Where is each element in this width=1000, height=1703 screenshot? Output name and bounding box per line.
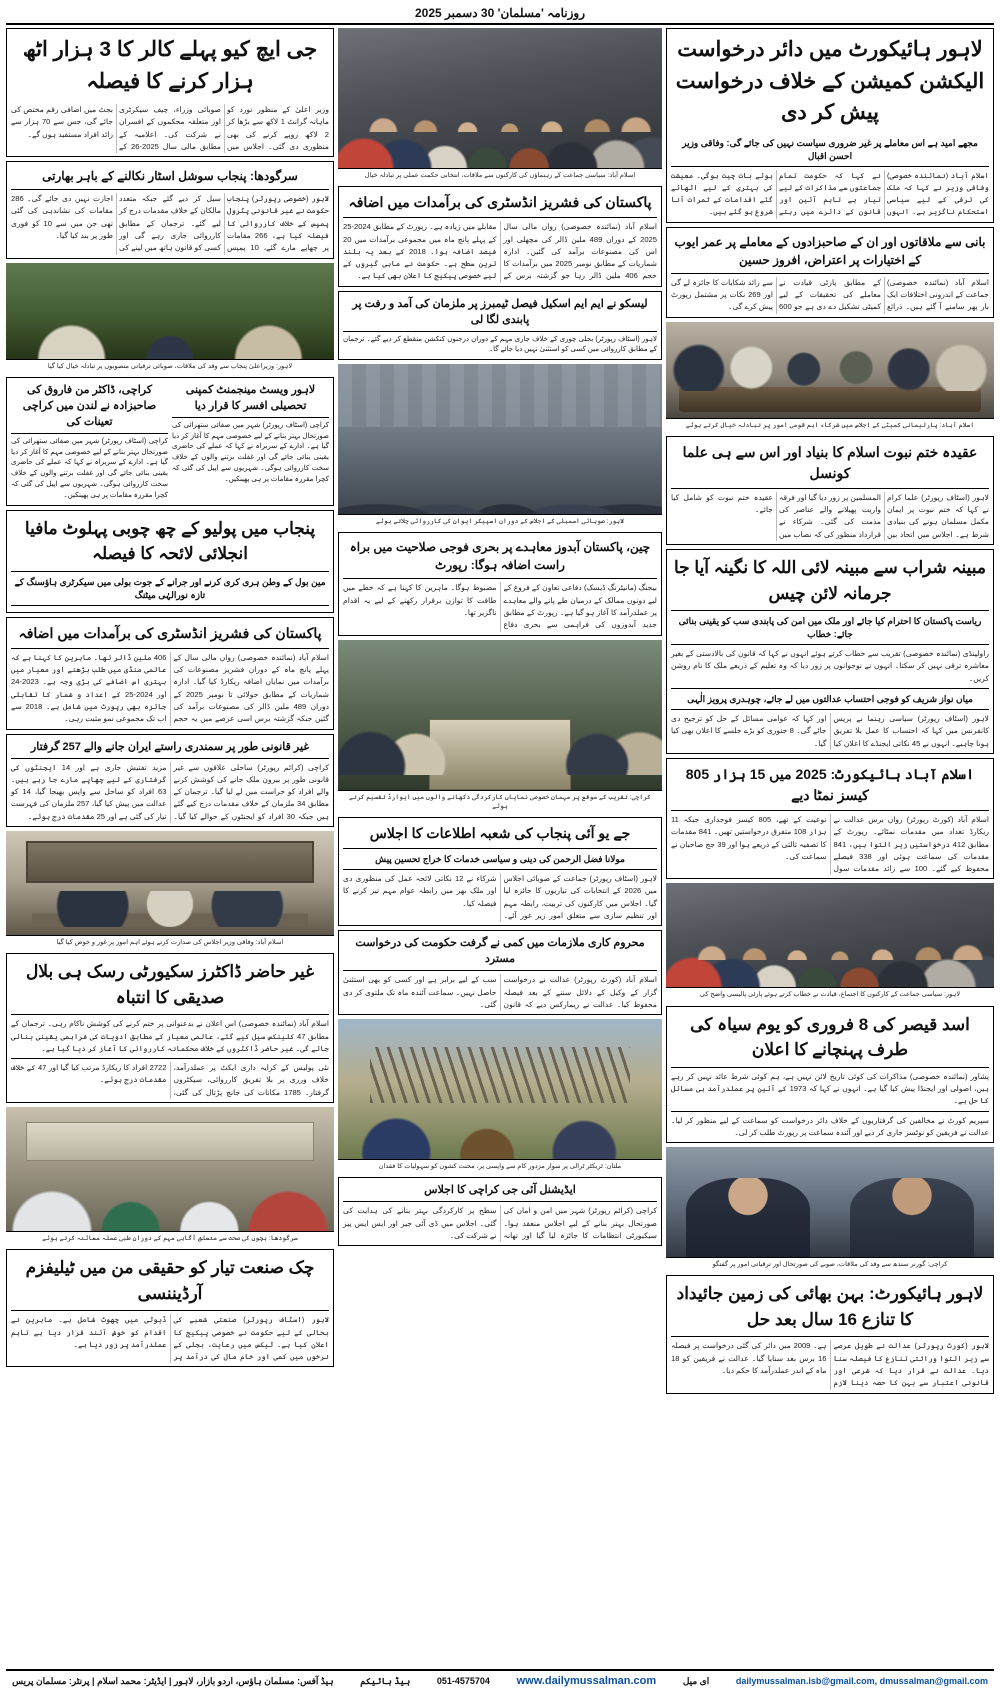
- left-mid-body-1-extra: کراچی (اسٹاف رپورٹر) شہر میں صفائی ستھرائی کی صورتحال بہتر بنانے کے لیے خصوصی مہم کا آغاز کر دیا گیا ہے۔ ادارے کے سربراہ نے کہا کہ عملے کی حاضری یقینی بنائی جائے گی اور غفلت برتنے والوں کے خلاف سخت کارروائی ہوگی۔ شہریوں سے اپیل کی گئی کہ کچرا مقررہ مقامات پر ہی پھینکیں۔: [11, 437, 168, 499]
- left-body-3: اسلام آباد (نمائندہ خصوصی) رواں مالی سال کے پہلے پانچ ماہ کے دوران فشریز مصنوعات کی برآمدات میں نمایاں اضافہ ریکارڈ کیا گیا۔ ادارہ شماریات کے مطابق جولائی تا نومبر 2025 کے دوران 489 ملین ڈالر کی مصنوعات برآمد کی گئیں جبکہ گزشتہ برس اسی عرصے میں یہ حجم 406 ملین ڈالر تھا۔ ماہرین کا کہنا ہے کہ عالمی منڈی میں طلب بڑھنے اور معیار میں بہتری اس اضافے کی بڑی وجہ ہے۔ 2023-24 اور 2024-25 کے اعداد و شمار کا تقابلی جائزہ بھی رپورٹ میں شامل ہے۔ 2018 سے اب تک مجموعی نمو مثبت رہی۔: [11, 652, 330, 724]
- right-head-6: لاہور ہائیکورٹ: بہن بھائی کی زمین جائیداد کا تنازع 16 سال بعد حل: [671, 1279, 989, 1337]
- right-lead-subhead: مجھے امید ہے اس معاملے پر غیر ضروری سیاست نہیں کی جائے گی: وفاقی وزیر احسن اقبال: [671, 136, 989, 167]
- mid-photo-top: [338, 28, 662, 182]
- footer-phone: 051-4575704: [436, 1676, 490, 1686]
- right-photo-1: [666, 322, 994, 432]
- right-story-3: [666, 436, 994, 545]
- left-lead-body: وزیر اعلیٰ کے منظور نورد کو ماہانہ گرانٹ 1 لاکھ سے بڑھا کر 2 لاکھ روپے کرنے کی بھی منظوری دی گئی۔ اجلاس میں صوبائی وزراء، چیف سیکرٹری اور متعلقہ محکموں کے افسران نے شرکت کی۔ اعلامیہ کے مطابق مالی سال 2025-26 کے بجٹ میں اضافی رقم مختص کی جائے گی، جس سے 70 ہزار سے زائد افراد مستفید ہوں گے۔: [11, 105, 329, 151]
- mid-head-5: ایڈیشنل آئی جی کراچی کا اجلاس: [343, 1181, 657, 1202]
- right-body-5b: سپریم کورٹ نے مخالفین کی گرفتاریوں کے خلاف دائر درخواست کو سماعت کے لیے منظور کر لیا۔ عدالت نے فریقین کو نوٹسز جاری کر دیے اور آئندہ سماعت پر رپورٹ طلب کر لی۔: [671, 1115, 989, 1137]
- mid-head-1: پاکستان کی فشریز انڈسٹری کی برآمدات میں اضافہ: [343, 190, 657, 218]
- mid-photo-3-caption: کراچی: تقریب کے موقع پر مہمان خصوصی نمایاں کارکردگی دکھانے والوں میں ایوارڈ تقسیم کرتے ہوئے: [338, 790, 662, 813]
- footer-phone-label: ہیڈ ہائیکم: [360, 1675, 411, 1686]
- mid-body-2: بیجنگ (مانیٹرنگ ڈیسک) دفاعی تعاون کے فروغ کے لیے دونوں ممالک کے درمیان طے پانے والے معاہدے پر عملدرآمد کا آغاز ہو گیا ہے۔ رپورٹ کے مطابق جدید آبدوزوں کی فراہمی سے بحری دفاع مضبوط ہوگا۔ ماہرین کا کہنا ہے کہ خطے میں طاقت کا توازن برقرار رکھنے کے لیے یہ اقدام ناگزیر تھا۔: [343, 583, 657, 630]
- left-photo-4: [6, 1107, 334, 1245]
- mid-strip-story: [338, 291, 662, 361]
- mid-photo-5: [338, 1019, 662, 1173]
- mid-photo-2: [338, 364, 662, 528]
- left-subbody-1: لاہور (خصوصی رپورٹر) پنجاب حکومت نے غیر قانونی پٹرول پمپس کے خلاف کارروائی کا فیصلہ کیا ہے، 266 مقامات پر چھاپے مارے گئے، 10 پمپس سیل کر دیے گئے جبکہ متعدد مالکان کے خلاف مقدمات درج کر لیے گئے۔ ترجمان کے مطابق کارروائی جاری رہے گی اور کسی کو قانون ہاتھ میں لینے کی اجازت نہیں دی جائے گی۔ 286 مقامات کی نشاندہی کی گئی تھی جن میں سے 10 کو فوری طور پر بند کیا گیا۔: [11, 194, 329, 253]
- column-left: [6, 28, 334, 1664]
- right-body-5: پشاور (نمائندہ خصوصی) مذاکرات کی کوئی تاریخ لائن نہیں ہے، ہم کوئی شرط عائد نہیں کر رہے ہیں، اصولی اور ایجنڈا پیش کیا گیا ہے۔ انہوں نے کہا کہ 1973 کے آئین پر عملدرآمد ہی مسائل کا حل ہے۔: [671, 1071, 989, 1106]
- right-body-4: اسلام آباد (کورٹ رپورٹر) رواں برس عدالت نے ریکارڈ تعداد میں مقدمات نمٹائے۔ رپورٹ کے مطابق 412 درخواستیں زیر التوا ہیں، 841 مقدمات کی سماعت ہوئی اور 338 فیصلے محفوظ کیے گئے۔ 100 سے زائد مقدمات سول نوعیت کے تھے، 805 کیسز فوجداری جبکہ 11 ہزار 108 متفرق درخواستیں تھیں۔ 841 مقدمات کا تصفیہ ثالثی کے ذریعے ہوا اور 39 جج صاحبان نے سماعت کی۔: [671, 815, 990, 874]
- left-big-head-2: پنجاب میں پولیو کے چھ چوبی پہلوٹ مافیا انجلائی لائحہ کا فیصلہ: [11, 514, 329, 572]
- mid-photo-3: [338, 640, 662, 813]
- right-photo-3: [666, 1147, 994, 1271]
- left-bottom-body: لاہور (اسٹاف رپورٹر) صنعتی شعبے کی بحالی کے لیے حکومت نے خصوصی پیکیج کا اعلان کیا ہے۔ ٹیکس میں رعایت، بجلی کے نرخوں میں کمی اور خام مال کی درآمد پر ڈیوٹی میں چھوٹ شامل ہے۔ ماہرین نے اقدام کو خوش آئند قرار دیا ہے تاہم عملدرآمد پر زور دیا ہے۔: [11, 1315, 329, 1362]
- left-body-4: کراچی (کرائم رپورٹر) ساحلی علاقوں سے غیر قانونی طور پر بیرون ملک جانے کی کوشش کرنے والے افراد کو حراست میں لے لیا گیا۔ ترجمان کے مطابق 34 ملزمان کے خلاف مقدمات درج کیے گئے ہیں جبکہ 30 افراد کو ایجنٹوں کے حوالے کیا گیا۔ مزید تفتیش جاری ہے اور 14 ایجنٹوں کی گرفتاری کے لیے چھاپے مارے جا رہے ہیں۔ 63 افراد کو ساحل سے واپس بھیجا گیا، 14 کو عدالت میں پیش کیا گیا، 257 ملزمان کی فہرست تیار کی گئی ہے اور 25 مقدمات درج ہوئے۔: [11, 762, 329, 821]
- mid-body-4: اسلام آباد (کورٹ رپورٹر) عدالت نے درخواست گزار کے وکیل کے دلائل سننے کے بعد فیصلہ محفوظ کیا۔ عدالت نے ریمارکس دیے کہ قانون سب کے لیے برابر ہے اور کسی کو بھی استثنیٰ حاصل نہیں۔ سماعت آئندہ ماہ تک ملتوی کر دی گئی۔: [343, 975, 657, 1009]
- right-head-4: اسلام آباد ہائیکورٹ: 2025 میں 15 ہزار 805 کیسز نمٹا دیے: [671, 762, 989, 811]
- right-head-5: اسد قیصر کی 8 فروری کو یوم سیاہ کی طرف پہنچانے کا اعلان: [671, 1010, 989, 1068]
- right-story-5: [666, 758, 994, 879]
- right-story-7: [666, 1275, 994, 1393]
- mid-story-4: [338, 930, 662, 1015]
- left-subhead-1: سرگودھا: پنجاب سوشل اسٹار نکالنے کے باہر بھارتی: [11, 165, 329, 190]
- left-head-5: غیر حاضر ڈاکٹرز سکیورٹی رسک ہی بلال صدیقی کا انتباہ: [11, 957, 329, 1015]
- mid-body-5: کراچی (کرائم رپورٹر) شہر میں امن و امان کی صورتحال بہتر بنانے کے لیے اجلاس منعقد ہوا۔ سیکیورٹی انتظامات کا جائزہ لیا گیا اور تھانہ سطح پر کارکردگی بہتر بنانے کی ہدایت کی گئی۔ اجلاس میں ڈی آئی جیز اور ایس ایس پیز نے شرکت کی۔: [343, 1206, 657, 1240]
- mid-photo-5-caption: ملتان: ٹریکٹر ٹرالی پر سوار مزدور کام سے واپسی پر، محنت کشوں کو سہولیات کا فقدان: [338, 1159, 662, 1173]
- right-subhead-3: ریاست پاکستان کا احترام کیا جائے اور ملک میں امن کی پابندی سب کو یقینی بنائی جائے: خطاب: [671, 614, 989, 645]
- page-footer: [6, 1669, 994, 1687]
- right-lead-body: اسلام آباد (نمائندہ خصوصی) وفاقی وزیر نے کہا کہ ملک کی ترقی کے لیے سیاسی استحکام ناگزیر ہے۔ انہوں نے کہا کہ حکومت تمام جماعتوں سے مذاکرات کے لیے تیار ہے تاہم آئین اور قانون کے دائرے میں رہتے ہوئے بات چیت ہوگی۔ معیشت کی بہتری کے لیے اٹھائے گئے اقدامات کے ثمرات آنا شروع ہو گئے ہیں۔: [671, 170, 989, 217]
- right-lead-headline: لاہور ہائیکورٹ میں دائر درخواست الیکشن کمیشن کے خلاف درخواست پیش کر دی: [675, 38, 985, 124]
- mid-body-3: لاہور (اسٹاف رپورٹر) جماعت کے صوبائی اجلاس میں 2026 کے انتخابات کی تیاریوں کا جائزہ لیا گیا۔ اجلاس میں کارکنوں کی تربیت، رابطہ مہم اور تنظیم سازی سے متعلق امور زیر غور آئے۔ شرکاء نے 12 نکاتی لائحہ عمل کی منظوری دی اور ملک بھر میں رابطہ عوام مہم تیز کرنے کا فیصلہ کیا۔: [343, 874, 658, 921]
- right-photo-1-caption: اسلام آباد: پارلیمانی کمیٹی کے اجلاس میں شرکاء اہم قومی امور پر تبادلہ خیال کرتے ہوئے: [666, 418, 994, 432]
- column-middle: [338, 28, 662, 1664]
- mid-photo-2-caption: لاہور: صوبائی اسمبلی کے اجلاس کے دوران اسپیکر ایوان کی کارروائی چلاتے ہوئے: [338, 514, 662, 528]
- page-grid: [6, 28, 994, 1664]
- left-mid-body-1: کراچی، ڈاکٹر من فاروق کی صاحبزادہ نے لندن میں کراچی تعینات کی: [11, 381, 168, 434]
- mid-subhead-3: مولانا فضل الرحمن کی دینی و سیاسی خدمات کا خراج تحسین پیش: [343, 852, 657, 870]
- mid-story-1: [338, 186, 662, 286]
- left-story-2: [6, 161, 334, 258]
- right-body-3-left: راولپنڈی (نمائندہ خصوصی) تقریب سے خطاب کرتے ہوئے انہوں نے کہا کہ قانون کی بالادستی کے بغیر معاشرہ ترقی نہیں کر سکتا۔ انہوں نے نوجوانوں پر زور دیا کہ وہ تعلیم کے ذریعے ملک کا نام روشن کریں۔: [671, 649, 989, 683]
- masthead-title: روزنامہ 'مسلمان' 30 دسمبر 2025: [6, 4, 994, 25]
- left-photo-3-caption: اسلام آباد: وفاقی وزیر اجلاس کی صدارت کرتے ہوئے اہم امور پر غور و خوض کیا گیا: [6, 935, 334, 949]
- mid-head-2: چین، پاکستان آبدوز معاہدے پر بحری فوجی صلاحیت میں براہ راست اضافہ ہوگا: رپورٹ: [343, 536, 657, 579]
- mid-strip-body: لاہور (اسٹاف رپورٹر) بجلی چوری کے خلاف جاری مہم کے دوران درجنوں کنکشن منقطع کر دیے گئے۔ ترجمان کے مطابق کارروائی میں کسی کو استثنیٰ نہیں دیا جائے گا۔: [343, 335, 657, 354]
- right-subhead-1: بانی سے ملاقاتوں اور ان کے صاحبزادوں کے معاملے پر عمر ایوب کے اختیارات پر اعتراض، افروز حسین: [671, 231, 989, 274]
- right-story-2: [666, 227, 994, 318]
- left-photo-3: [6, 831, 334, 949]
- right-head-2: عقیدہ ختم نبوت اسلام کا بنیاد اور اس سے ہی علما کونسل: [671, 440, 989, 489]
- left-lead-story: [6, 28, 334, 157]
- right-photo-3-caption: کراچی: گورنر سندھ سے وفد کی ملاقات، صوبے کی صورتحال اور ترقیاتی امور پر گفتگو: [666, 1257, 994, 1271]
- left-story-7: [6, 953, 334, 1103]
- right-lead-story: [666, 28, 994, 223]
- right-subbody-1: اسلام آباد (نمائندہ خصوصی) جماعت کے اندرونی اختلافات ایک بار پھر سامنے آ گئے ہیں۔ ذرائع کے مطابق پارٹی قیادت نے معاملے کی تحقیقات کے لیے کمیٹی تشکیل دے دی ہے جو 600 سے زائد شکایات کا جائزہ لے گی اور 269 نکات پر مشتمل رپورٹ پیش کرے گی۔: [671, 277, 989, 312]
- left-story-8: [6, 1249, 334, 1367]
- right-head-3: مبینہ شراب سے مبینہ لائی اللہ کا نگینہ آیا جا جرمانہ لائن چیس: [671, 553, 989, 611]
- left-lead-headline: جی ایچ کیو پہلے کالر کا 3 ہزار اٹھ ہزار کرنے کا فیصلہ: [22, 38, 318, 93]
- left-mid-head-1: لاہور ویسٹ مینجمنٹ کمپنی تحصیلی افسر کا قرار دیا: [172, 381, 329, 418]
- left-photo-4-caption: سرگودھا: بچوں کی صحت سے متعلق آگاہی مہم کے دوران طبی عملہ معائنہ کرتے ہوئے: [6, 1231, 334, 1245]
- left-story-3: [6, 377, 334, 506]
- left-story-4: [6, 510, 334, 613]
- right-subhead-3b: میاں نواز شریف کو فوجی احتساب عدالتوں میں لے جائے، چوہدری پرویز الٰہی: [671, 692, 989, 710]
- left-big-body-2: مین بول کے وطن ہری کری کرنے اور جرانے کے جوت بولی میں سیکرٹری ہاؤسنگ کے تازہ نورالہٰی میٹنگ: [11, 575, 329, 606]
- footer-email-label: ای میل: [682, 1675, 710, 1686]
- mid-story-5: [338, 1177, 662, 1246]
- right-body-3-right: لاہور (اسٹاف رپورٹر) سیاسی رہنما نے پریس کانفرنس میں کہا کہ احتساب کا عمل بلا تفریق ہونا چاہیے۔ انہوں نے 45 نکاتی ایجنڈے کا اعلان کیا اور کہا کہ عوامی مسائل کے حل کو ترجیح دی جائے گی۔ 8 جنوری کو بڑے جلسے کا اعلان بھی کیا گیا۔: [671, 714, 989, 748]
- mid-head-4: محروم کاری ملازمات میں کمی نے گرفت حکومت کی درخواست مسترد: [343, 934, 657, 971]
- left-head-4: غیر قانونی طور پر سمندری راستے ایران جانے والے 257 گرفتار: [11, 738, 329, 759]
- column-right: [666, 28, 994, 1664]
- footer-address: ہیڈ آفس: مسلمان ہاؤس، اردو بازار، لاہور | ایڈیٹر: محمد اسلام | پرنٹر: مسلمان پریس: [12, 1675, 334, 1686]
- right-body-6: لاہور (کورٹ رپورٹر) عدالت نے طویل عرصے سے زیر التوا وراثتی تنازع کا فیصلہ سنا دیا۔ عدالت نے قرار دیا کہ شرعی اور قانونی اعتبار سے بہن کا حصہ دینا لازم ہے۔ 2009 میں دائر کی گئی درخواست پر فیصلہ 16 برس بعد سنایا گیا۔ عدالت نے فریقین کو 18 ماہ کے اندر عملدرآمد کا حکم دیا۔: [671, 1341, 989, 1388]
- left-head-3: پاکستان کی فشریز انڈسٹری کی برآمدات میں اضافہ: [11, 621, 329, 649]
- mid-story-3: [338, 817, 662, 926]
- right-story-6: [666, 1006, 994, 1143]
- footer-website[interactable]: www.dailymussalman.com: [516, 1675, 657, 1687]
- left-bottom-head: چک صنعت تیار کو حقیقی من میں ٹیلیفزم آرڈیننسی: [11, 1253, 329, 1311]
- left-mid-body-1b: کراچی (اسٹاف رپورٹر) شہر میں صفائی ستھرائی کی صورتحال بہتر بنانے کے لیے خصوصی مہم کا آغاز کر دیا گیا ہے۔ ادارے کے سربراہ نے کہا کہ عملے کی حاضری یقینی بنائی جائے گی اور غفلت برتنے والوں کے خلاف سخت کارروائی ہوگی۔ شہریوں سے اپیل کی گئی کہ کچرا مقررہ مقامات پر ہی پھینکیں۔: [172, 421, 329, 483]
- left-photo-1-caption: لاہور: وزیراعلیٰ پنجاب سے وفد کی ملاقات، صوبائی ترقیاتی منصوبوں پر تبادلہ خیال کیا گیا: [6, 359, 334, 373]
- left-story-6: [6, 734, 334, 827]
- right-photo-2: [666, 883, 994, 1001]
- right-body-2: لاہور (اسٹاف رپورٹر) علما کرام نے کہا کہ ختم نبوت پر ایمان مکمل مسلمان ہونے کی بنیادی شرط ہے۔ اجلاس میں اتحاد بین المسلمین پر زور دیا گیا اور فرقہ واریت پھیلانے والے عناصر کی مذمت کی گئی۔ شرکاء نے قرارداد منظور کی کہ نصاب میں عقیدہ ختم نبوت کو شامل کیا جائے۔: [671, 492, 989, 539]
- left-body-5: اسلام آباد (نمائندہ خصوصی) اس اعلان نے بدعنوانی پر ختم کرنے کی کوشش ناکام رہی۔ ترجمان کے مطابق 47 کلینکس سیل کیے گئے، عالمی معیار کے مطابق ادویات کی فراہمی یقینی بنائی جائے گی۔ غیر حاضر ڈاکٹروں کے خلاف محکمانہ کارروائی کا آغاز کر دیا گیا ہے۔: [11, 1019, 330, 1053]
- right-photo-2-caption: لاہور: سیاسی جماعت کے کارکنوں کا اجتماع، قیادت نے خطاب کرتے ہوئے پارٹی پالیسی واضح کی: [666, 987, 994, 1001]
- mid-body-1: اسلام آباد (نمائندہ خصوصی) رواں مالی سال 2025 کے دوران 489 ملین ڈالر کی مچھلی اور اس کی مصنوعات برآمد کی گئیں۔ ادارہ شماریات کے مطابق نومبر 2025 میں برآمدات کا حجم 406 ملین ڈالر رہا جو گزشتہ برس کے مقابلے میں زیادہ ہے۔ رپورٹ کے مطابق 2024-25 کے پہلے پانچ ماہ میں مجموعی برآمدات میں 20 فیصد اضافہ ہوا۔ 2018 کے بعد یہ بلند ترین سطح ہے۔ حکومت نے ماہی گیروں کے لیے خصوصی پیکیج کا اعلان بھی کیا ہے۔: [343, 222, 658, 281]
- left-photo-1: [6, 263, 334, 373]
- mid-head-3: جے یو آئی پنجاب کی شعبہ اطلاعات کا اجلاس: [343, 821, 657, 849]
- mid-photo-top-caption: اسلام آباد: سیاسی جماعت کے رہنماؤں کی کارکنوں سے ملاقات، انتخابی حکمت عملی پر تبادلہ خیال: [338, 168, 662, 182]
- mid-story-2: [338, 532, 662, 635]
- left-story-5: [6, 617, 334, 730]
- left-body-5b: نئی پولیس کے کرایہ داری ایکٹ پر عملدرآمد، خلاف ورزی پر بلا تفریق کارروائی، سیکٹروں گرفتار۔ 1785 مکانات کی جانچ پڑتال کی گئی، 2722 افراد کا ریکارڈ مرتب کیا گیا اور 47 کے خلاف مقدمات درج ہوئے۔: [11, 1063, 329, 1097]
- right-story-4: [666, 549, 994, 754]
- footer-email[interactable]: dailymussalman.isb@gmail.com, dmussalman@gmail.com: [735, 1676, 988, 1686]
- mid-strip-head: لیسکو نے ایم ایم اسکیل فیصل ٹیمبرز پر ملزمان کی آمد و رفت پر پابندی لگا لی: [343, 295, 657, 332]
